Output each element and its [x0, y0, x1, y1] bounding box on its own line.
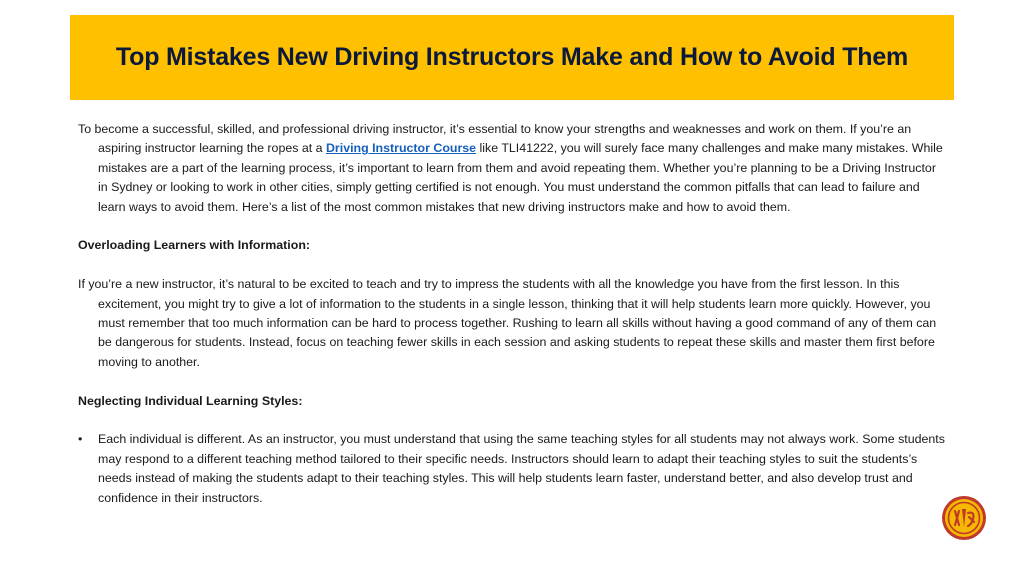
intro-text-start: To become a successful, skilled, and professional driving instructor, it’s essential to know your strengths and weaknesses and work on them. If you’re an aspiring instructor learning the ropes at a — [78, 122, 912, 156]
logo-graphic — [941, 495, 987, 541]
company-logo-icon — [941, 495, 987, 541]
bullet-item-learning-styles — [78, 430, 946, 508]
slide-content — [78, 120, 946, 508]
section-body-learning-styles: Each individual is different. As an instructor, you must understand that using the same teaching styles for all students may not always work. Some students may respond to a different teaching method tailored to their specific needs. Instructors should learn to adapt their teaching styles to suit the students’s needs instead of making the students adapt to their teaching styles. This will help students learn faster, understand better, and also develop trust and confidence in their instructors. — [98, 432, 945, 505]
spacer — [78, 411, 946, 430]
section-body-overloading: If you’re a new instructor, it’s natural to be excited to teach and try to impress the students with all the knowledge you have from the first lesson. In this excitement, you might try to give a lot of information to the students in a single lesson, thinking that it will help students learn more quickly. However, you must remember that too much information can be hard to process together. Rushing to learn all skills without having a good command of any of them can be dangerous for students. Instead, focus on teaching fewer skills in each session and asking students to repeat these skills and master them first before moving to another. — [78, 277, 937, 369]
spacer — [78, 372, 946, 391]
intro-text-end: like TLI41222, you will surely face many challenges and make many mistakes. While mistakes are a part of the learning process, it’s important to learn from them and avoid repeating them. Whether you’re planning to be a Driving Instructor in Sydney or looking to work in other cities, simply getting certified is not enough. You must understand the common pitfalls that can lead to failure and learn ways to avoid them. Here’s a list of the most common mistakes that new driving instructors make and how to avoid them. — [98, 141, 943, 214]
section-heading-learning-styles: Neglecting Individual Learning Styles: — [78, 393, 303, 408]
section-heading-overloading: Overloading Learners with Information: — [78, 238, 311, 253]
page-title: Top Mistakes New Driving Instructors Make and How to Avoid Them — [115, 43, 909, 71]
title-bar — [70, 15, 954, 100]
bullet-marker: • — [78, 432, 83, 447]
intro-paragraph — [78, 120, 946, 217]
driving-instructor-course-link[interactable]: Driving Instructor Course — [325, 141, 477, 156]
spacer — [78, 256, 946, 275]
spacer — [78, 217, 946, 236]
